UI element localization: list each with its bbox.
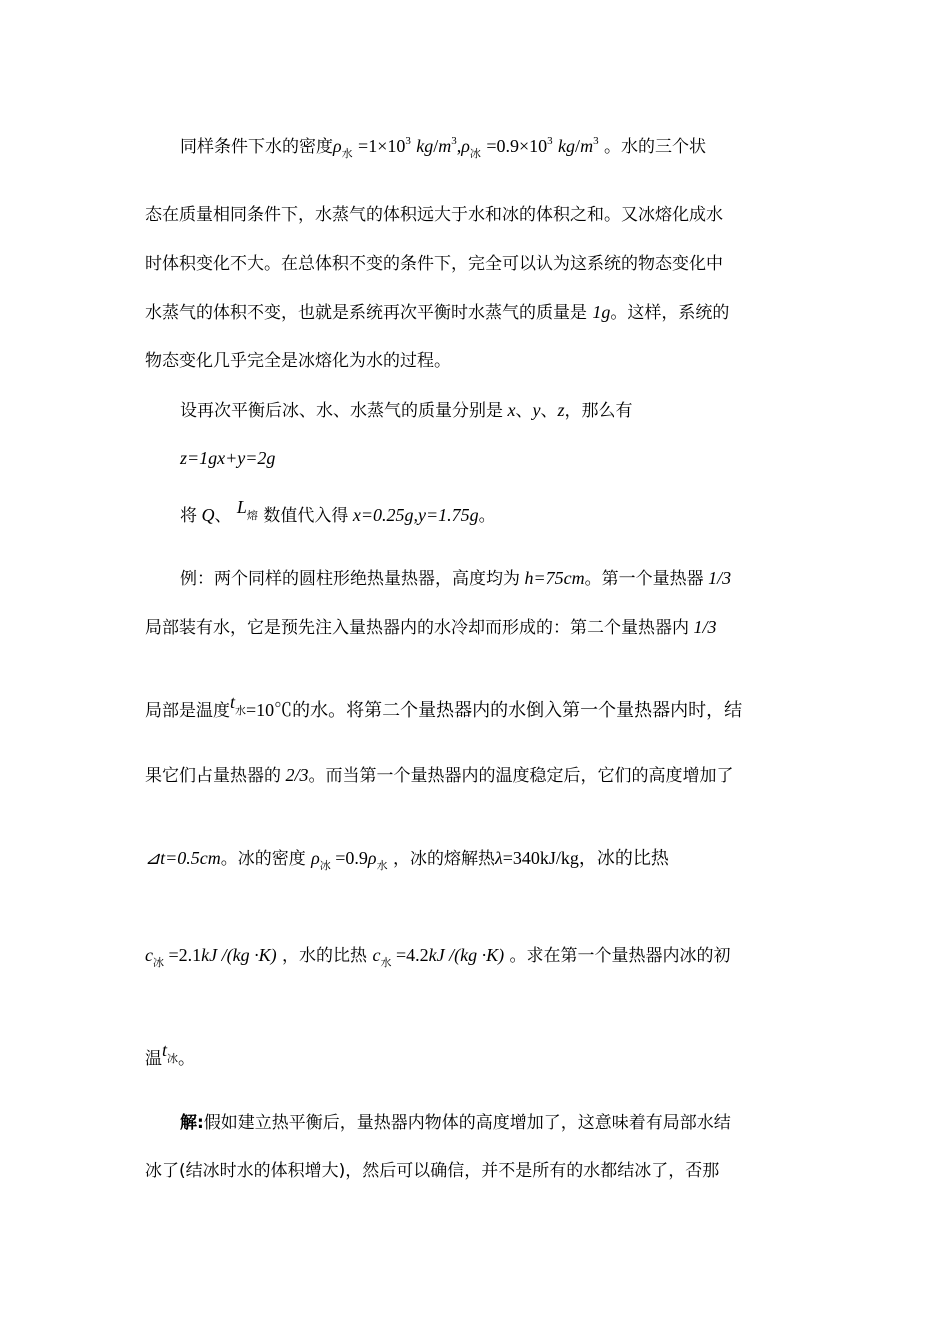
equation: z=1gx+y=2g xyxy=(180,448,276,468)
paragraph-line: 时体积变化不大。在总体积不变的条件下，完全可以认为这系统的物态变化中 xyxy=(145,254,723,274)
example-line: 果它们占量热器的 2/3。而当第一个量热器内的温度稳定后，它们的高度增加了 xyxy=(145,765,734,786)
paragraph-line: 物态变化几乎完全是冰熔化为水的过程。 xyxy=(145,351,451,371)
example-line: 例：两个同样的圆柱形绝热量热器，高度均为 h=75cm。第一个量热器 1/3 xyxy=(180,568,732,589)
example-line: 局部装有水，它是预先注入量热器内的水冷却而形成的：第二个量热器内 1/3 xyxy=(145,617,717,638)
paragraph-line: 水蒸气的体积不变，也就是系统再次平衡时水蒸气的质量是 1g。这样，系统的 xyxy=(145,302,730,323)
example-line: ⊿t=0.5cm。冰的密度 $\rho_冰 =0.9\rho_水$ ，冰的熔解热λ=340kJ/kg，冰的比热 xyxy=(145,848,669,872)
density-line: 同样条件下水的密度$\rho_水 =1\times 10^3$ $kg/m^3,\rho_冰 =0.9\times 10^3$ $kg/m^3$ 。水的三个状 xyxy=(180,135,706,160)
solution-line: 冰了(结冰时水的体积增大)，然后可以确信，并不是所有的水都结冰了，否那 xyxy=(145,1161,720,1181)
solution-line: 解:假如建立热平衡后，量热器内物体的高度增加了，这意味着有局部水结 xyxy=(180,1113,731,1133)
example-line: $c_冰 =2.1kJ$ /(kg ·K) ，水的比热 $c_水 =4.2kJ$ /(kg ·K) 。求在第一个量热器内冰的初 xyxy=(145,945,731,969)
example-line: 局部是温度t水=10℃的水。将第二个量热器内的水倒入第一个量热器内时，结 xyxy=(145,692,743,721)
solution-label: 解: xyxy=(180,1113,204,1133)
paragraph-line: 设再次平衡后冰、水、水蒸气的质量分别是 x、y、z，那么有 xyxy=(180,400,633,421)
example-line: 温t冰。 xyxy=(145,1040,196,1069)
paragraph-line: 将 Q、 L熔 数值代入得 x=0.25g,y=1.75g。 xyxy=(180,497,496,526)
paragraph-line: 态在质量相同条件下，水蒸气的体积远大于水和冰的体积之和。又冰熔化成水 xyxy=(145,205,723,225)
